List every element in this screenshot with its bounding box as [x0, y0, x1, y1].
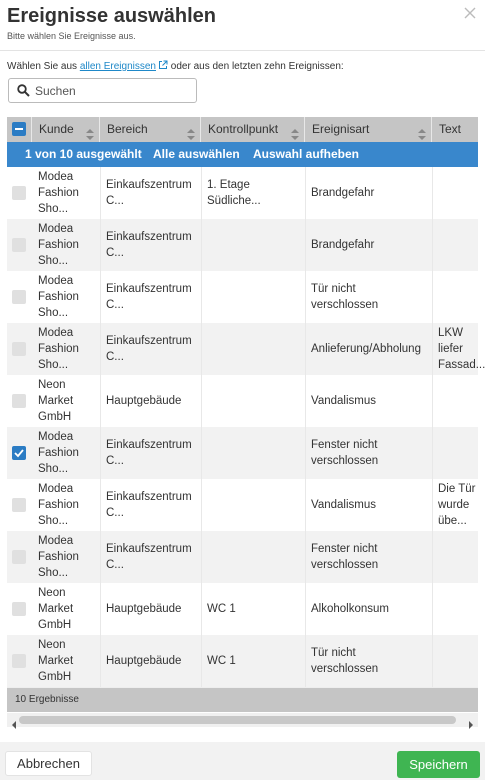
cell-kontrollpunkt: [201, 271, 305, 323]
cell-ereignisart: [305, 271, 432, 323]
cell-bereich-text: Einkaufszentrum C...: [106, 543, 192, 571]
row-checkbox[interactable]: [12, 446, 26, 460]
cell-ereignisart: [305, 583, 432, 635]
cell-kunde: [32, 635, 100, 687]
cell-kunde: [32, 323, 100, 375]
row-checkbox[interactable]: [12, 394, 26, 408]
cell-bereich: [100, 271, 201, 323]
table-row[interactable]: [7, 323, 485, 375]
cell-ereignisart-text: Tür nicht verschlossen: [311, 283, 379, 311]
row-checkbox[interactable]: [12, 342, 26, 356]
cell-kontrollpunkt-text: WC 1: [207, 603, 236, 615]
cell-ereignisart-text: Anlieferung/Abholung: [311, 343, 421, 355]
column-header-ereignisart[interactable]: [305, 117, 432, 142]
cell-kontrollpunkt: [201, 323, 305, 375]
cell-kontrollpunkt: [201, 375, 305, 427]
scrollbar-thumb[interactable]: [19, 716, 456, 724]
cell-ereignisart-text: Vandalismus: [311, 499, 376, 511]
cell-ereignisart-text: Brandgefahr: [311, 187, 375, 199]
cell-kontrollpunkt: [201, 635, 305, 687]
column-header-text[interactable]: [432, 117, 478, 142]
header-checkbox[interactable]: [12, 122, 26, 136]
table-row[interactable]: [7, 635, 478, 687]
table-row[interactable]: [7, 375, 478, 427]
external-link-icon: [158, 60, 168, 73]
cell-ereignisart: [305, 323, 432, 375]
cell-kunde: [32, 167, 100, 219]
cell-bereich-text: Einkaufszentrum C...: [106, 179, 192, 207]
dialog-header: [0, 0, 485, 51]
cell-kontrollpunkt-text: WC 1: [207, 655, 236, 667]
cell-bereich-text: Einkaufszentrum C...: [106, 231, 192, 259]
cell-text-text: Die Tür wurde übe...: [438, 483, 476, 527]
cell-kunde-text: Modea Fashion Sho...: [38, 171, 79, 215]
scroll-right-icon[interactable]: [467, 716, 475, 724]
intro-text: [7, 60, 344, 73]
cell-text: [432, 635, 478, 687]
cell-ereignisart-text: Tür nicht verschlossen: [311, 647, 379, 675]
table-row[interactable]: [7, 167, 478, 219]
cell-ereignisart: [305, 427, 432, 479]
cell-bereich-text: Einkaufszentrum C...: [106, 283, 192, 311]
cell-bereich-text: Hauptgebäude: [106, 395, 182, 407]
row-checkbox[interactable]: [12, 290, 26, 304]
cell-kontrollpunkt-text: 1. Etage Südliche...: [207, 179, 261, 207]
header-select-all[interactable]: [7, 117, 32, 142]
cell-ereignisart-text: Fenster nicht verschlossen: [311, 543, 379, 571]
cell-kunde-text: Modea Fashion Sho...: [38, 431, 79, 475]
results-count: 10 Ergebnisse: [7, 688, 478, 712]
cell-ereignisart: [305, 635, 432, 687]
cell-bereich: [100, 531, 201, 583]
cell-text: [432, 271, 478, 323]
cell-kunde: [32, 531, 100, 583]
horizontal-scrollbar[interactable]: [7, 713, 478, 727]
cell-text: [432, 479, 478, 531]
row-checkbox[interactable]: [12, 238, 26, 252]
cell-text: [432, 323, 485, 375]
cell-ereignisart: [305, 375, 432, 427]
cell-ereignisart-text: Fenster nicht verschlossen: [311, 439, 379, 467]
cell-kontrollpunkt: [201, 167, 305, 219]
column-header-kunde[interactable]: [32, 117, 100, 142]
cell-kunde: [32, 427, 100, 479]
dialog-title: Ereignisse auswählen: [7, 5, 216, 27]
cell-text: [432, 375, 478, 427]
cell-kontrollpunkt: [201, 531, 305, 583]
cell-bereich: [100, 323, 201, 375]
cell-ereignisart-text: Alkoholkonsum: [311, 603, 389, 615]
cell-kunde-text: Neon Market GmbH: [38, 379, 74, 423]
column-label: Text: [439, 122, 462, 136]
column-label: Kunde: [39, 122, 74, 136]
cell-ereignisart: [305, 531, 432, 583]
clear-selection-button[interactable]: Auswahl aufheben: [253, 147, 360, 161]
cell-ereignisart-text: Brandgefahr: [311, 239, 375, 251]
cell-kunde: [32, 375, 100, 427]
cell-bereich-text: Einkaufszentrum C...: [106, 335, 192, 363]
cell-bereich: [100, 583, 201, 635]
intro-prefix: Wählen Sie aus: [7, 61, 78, 72]
cell-bereich: [100, 375, 201, 427]
cell-kunde-text: Modea Fashion Sho...: [38, 223, 79, 267]
selection-count: 1 von 10 ausgewählt: [25, 147, 142, 161]
cell-bereich-text: Hauptgebäude: [106, 655, 182, 667]
row-checkbox[interactable]: [12, 654, 26, 668]
cell-text: [432, 531, 478, 583]
cell-kontrollpunkt: [201, 479, 305, 531]
events-table: [7, 117, 485, 712]
column-header-kontrollpunkt[interactable]: [201, 117, 305, 142]
cell-bereich-text: Einkaufszentrum C...: [106, 439, 192, 467]
cell-text: [432, 583, 478, 635]
close-icon[interactable]: [463, 6, 477, 20]
cell-ereignisart: [305, 167, 432, 219]
cell-bereich: [100, 479, 201, 531]
cell-bereich: [100, 635, 201, 687]
row-checkbox[interactable]: [12, 186, 26, 200]
select-all-button[interactable]: Alle auswählen: [153, 147, 240, 161]
column-label: Bereich: [107, 122, 148, 136]
cell-text: [432, 427, 478, 479]
cell-kunde-text: Modea Fashion Sho...: [38, 483, 79, 527]
table-row[interactable]: [7, 583, 478, 635]
cell-kunde: [32, 271, 100, 323]
cell-text: [432, 219, 478, 271]
cell-kunde-text: Modea Fashion Sho...: [38, 535, 79, 579]
cell-kunde-text: Modea Fashion Sho...: [38, 327, 79, 371]
cell-bereich-text: Einkaufszentrum C...: [106, 491, 192, 519]
cell-kunde: [32, 479, 100, 531]
table-row[interactable]: [7, 427, 478, 479]
selection-bar: [7, 142, 478, 167]
cell-text: [432, 167, 478, 219]
search-input[interactable]: [35, 82, 190, 100]
cell-kontrollpunkt: [201, 219, 305, 271]
cell-kunde-text: Modea Fashion Sho...: [38, 275, 79, 319]
save-button[interactable]: Speichern: [397, 751, 480, 778]
cell-ereignisart: [305, 219, 432, 271]
all-events-link[interactable]: allen Ereignissen: [79, 61, 156, 72]
intro-suffix: oder aus den letzten zehn Ereignissen:: [170, 61, 344, 72]
cell-kunde: [32, 219, 100, 271]
cell-text-text: LKW liefer Fassad...: [438, 327, 485, 371]
cell-ereignisart: [305, 479, 432, 531]
cell-bereich: [100, 427, 201, 479]
cell-kontrollpunkt: [201, 583, 305, 635]
column-label: Ereignisart: [312, 122, 370, 136]
cell-kunde-text: Neon Market GmbH: [38, 639, 74, 683]
dialog-subtitle: Bitte wählen Sie Ereignisse aus.: [7, 31, 136, 41]
search-box[interactable]: [8, 78, 197, 103]
table-row[interactable]: [7, 219, 478, 271]
cell-ereignisart-text: Vandalismus: [311, 395, 376, 407]
checkmark-icon: [14, 448, 24, 458]
table-header: [7, 117, 478, 142]
search-icon: [17, 84, 30, 102]
cell-bereich: [100, 167, 201, 219]
row-checkbox[interactable]: [12, 498, 26, 512]
table-row[interactable]: [7, 531, 478, 583]
row-checkbox[interactable]: [12, 550, 26, 564]
cancel-button[interactable]: Abbrechen: [5, 751, 92, 776]
cell-bereich: [100, 219, 201, 271]
scroll-left-icon[interactable]: [10, 716, 18, 724]
row-checkbox[interactable]: [12, 602, 26, 616]
column-label: Kontrollpunkt: [208, 122, 279, 136]
table-row[interactable]: [7, 479, 478, 531]
table-row[interactable]: [7, 271, 478, 323]
cell-kunde-text: Neon Market GmbH: [38, 587, 74, 631]
column-header-bereich[interactable]: [100, 117, 201, 142]
cell-kunde: [32, 583, 100, 635]
cell-bereich-text: Hauptgebäude: [106, 603, 182, 615]
cell-kontrollpunkt: [201, 427, 305, 479]
